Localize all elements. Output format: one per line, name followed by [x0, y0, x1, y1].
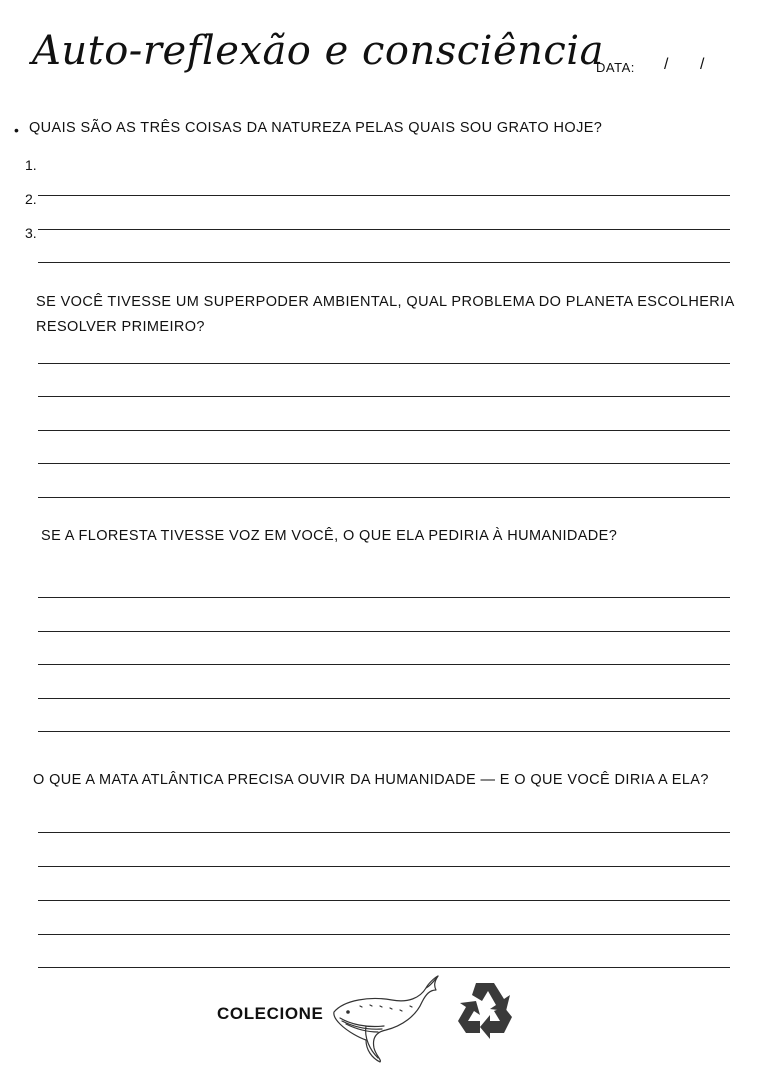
answer-line[interactable] [38, 934, 730, 935]
answer-line[interactable] [38, 430, 730, 431]
answer-line[interactable] [38, 363, 730, 364]
answer-line[interactable] [38, 463, 730, 464]
answer-line[interactable] [38, 698, 730, 699]
answer-line[interactable] [38, 967, 730, 968]
question-2-line-2: RESOLVER PRIMEIRO? [36, 319, 205, 335]
answer-number-3: 3. [25, 225, 37, 241]
answer-line[interactable] [38, 229, 730, 230]
question-4: O QUE A MATA ATLÂNTICA PRECISA OUVIR DA HUMANIDADE — E O QUE VOCÊ DIRIA A ELA? [33, 772, 709, 788]
footer-label: COLECIONE [217, 1004, 324, 1023]
answer-line[interactable] [38, 497, 730, 498]
answer-line[interactable] [38, 900, 730, 901]
answer-line[interactable] [38, 731, 730, 732]
whale-icon [330, 972, 442, 1064]
answer-number-2: 2. [25, 191, 37, 207]
answer-line[interactable] [38, 631, 730, 632]
answer-line[interactable] [38, 664, 730, 665]
date-label: DATA: [596, 60, 635, 75]
question-3: SE A FLORESTA TIVESSE VOZ EM VOCÊ, O QUE ELA PEDIRIA À HUMANIDADE? [41, 528, 618, 544]
answer-line[interactable] [38, 866, 730, 867]
date-slash: / [700, 56, 705, 73]
answer-line[interactable] [38, 832, 730, 833]
question-2 [36, 290, 735, 340]
question-1: QUAIS SÃO AS TRÊS COISAS DA NATUREZA PELAS QUAIS SOU GRATO HOJE? [29, 120, 603, 136]
page-title: Auto-reflexão e consciência [32, 28, 604, 74]
question-2-line-1: SE VOCÊ TIVESSE UM SUPERPODER AMBIENTAL, QUAL PROBLEMA DO PLANETA ESCOLHERIA [36, 294, 735, 310]
answer-line[interactable] [38, 195, 730, 196]
bullet-icon: • [14, 122, 19, 138]
date-slash: / [664, 56, 669, 73]
recycle-icon [450, 977, 520, 1047]
answer-line[interactable] [38, 396, 730, 397]
answer-line[interactable] [38, 262, 730, 263]
answer-line[interactable] [38, 597, 730, 598]
answer-number-1: 1. [25, 157, 37, 173]
